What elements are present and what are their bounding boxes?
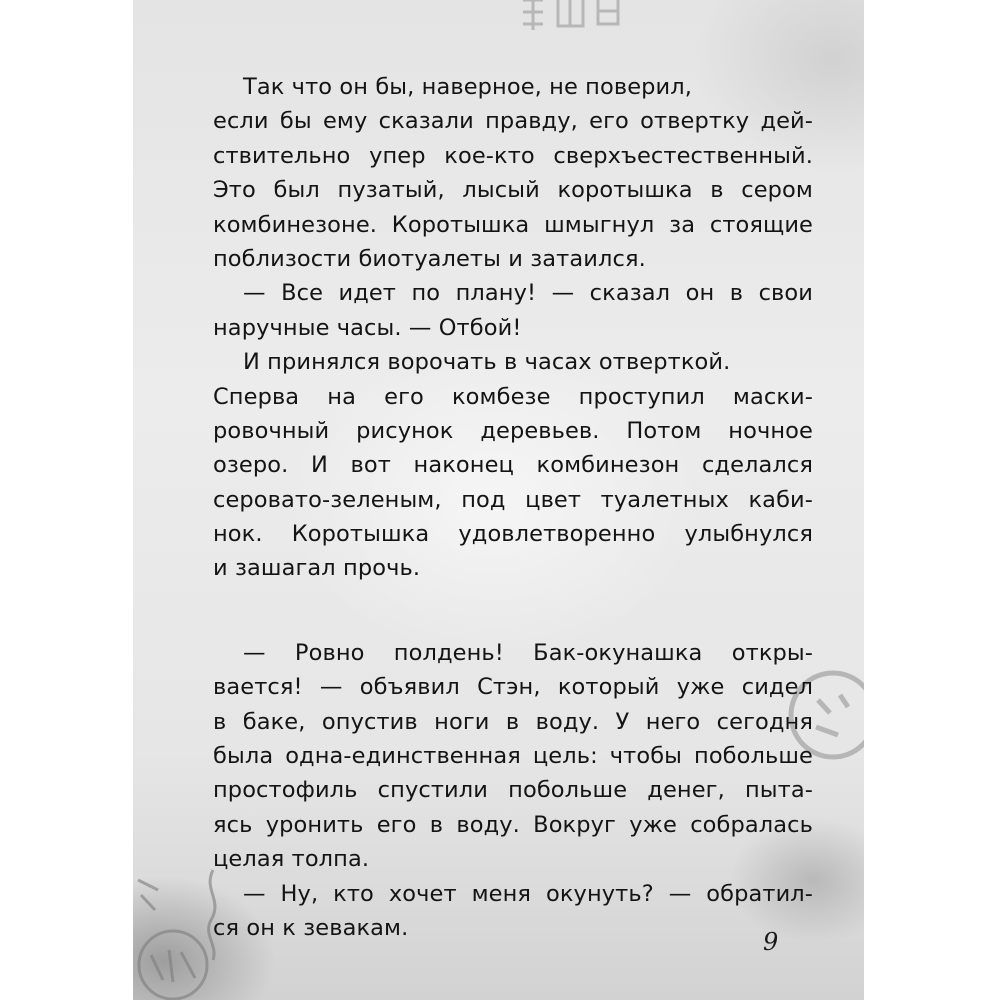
section-break [213, 586, 813, 636]
body-text [213, 70, 813, 945]
text-line: ровочный рисунок деревьев. Потом ночное [213, 417, 813, 444]
text-line: — Ну, кто хочет меня окунуть? — обратил- [243, 880, 813, 907]
text-line: И принялся ворочать в часах отверткой. [243, 349, 731, 376]
text-line: если бы ему сказали правду, его отвертку дей- [213, 108, 813, 135]
paragraph-3 [213, 345, 813, 586]
paragraph-1 [213, 70, 813, 276]
text-line: нок. Коротышка удовлетворенно улыбнулся [213, 521, 813, 548]
text-line: Так что он бы, наверное, не поверил, [243, 74, 692, 100]
text-line: и зашагал прочь. [213, 555, 421, 582]
text-line: комбинезоне. Коротышка шмыгнул за стоящие [213, 211, 813, 238]
text-line: озеро. И вот наконец комбинезон сделался [213, 452, 813, 479]
page-number: 9 [763, 928, 779, 956]
text-line: Это был пузатый, лысый коротышка в сером [213, 177, 813, 204]
text-line: ся он к зевакам. [213, 914, 409, 941]
text-line: в баке, опустив ноги в воду. У него сегодня [213, 708, 813, 735]
text-line: Сперва на его комбезе проступил маски- [213, 383, 813, 410]
paragraph-5 [213, 877, 813, 946]
text-line: ясь уронить его в воду. Вокруг уже собралась [213, 811, 813, 838]
text-line: простофиль спустили побольше денег, пыта- [213, 777, 813, 804]
text-line: вается! — объявил Стэн, который уже сидел [213, 674, 813, 701]
text-line: целая толпа. [213, 846, 370, 873]
text-line: была одна-единственная цель: чтобы побольше [213, 743, 813, 770]
text-line: серовато-зеленым, под цвет туалетных каби- [213, 486, 813, 513]
text-line: наручные часы. — Отбой! [213, 314, 522, 341]
text-line: — Ровно полдень! Бак-окунашка откры- [243, 639, 813, 666]
text-line: — Все идет по плану! — сказал он в свои [243, 280, 813, 307]
decorative-stamp-top-icon [513, 0, 633, 40]
paragraph-4 [213, 636, 813, 877]
text-line: ствительно упер кое-кто сверхъестественный. [213, 142, 813, 169]
book-page [133, 0, 864, 1000]
text-line: поблизости биотуалеты и затаился. [213, 245, 646, 272]
paragraph-2 [213, 276, 813, 345]
